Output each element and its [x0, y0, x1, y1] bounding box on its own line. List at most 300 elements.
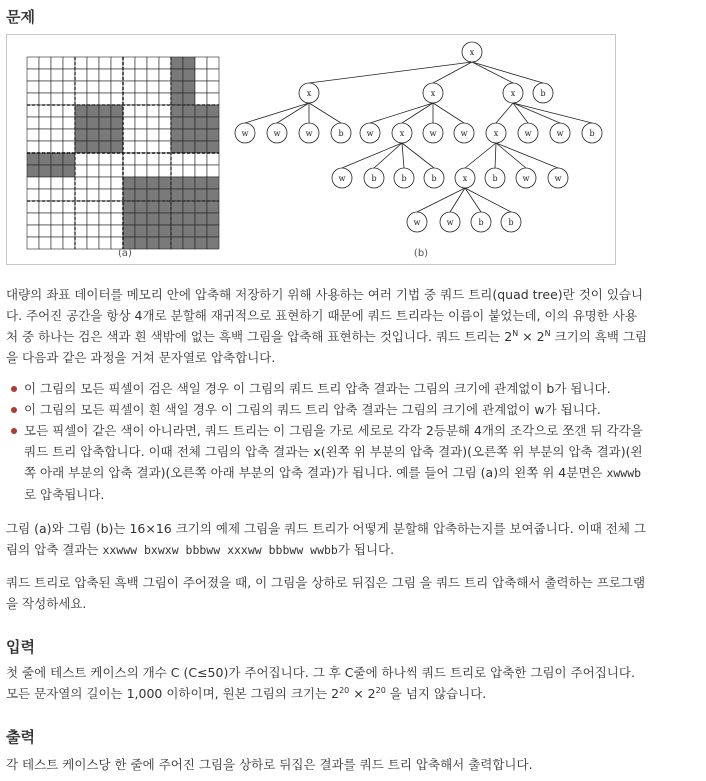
grid-cell	[195, 129, 207, 141]
grid-cell	[75, 93, 87, 105]
grid-cell	[159, 201, 171, 213]
grid-cell	[111, 129, 123, 141]
bullet-icon	[11, 407, 17, 413]
grid-cell	[87, 141, 99, 153]
grid-cell	[135, 141, 147, 153]
exponent: 20	[339, 685, 350, 695]
code-snippet: xwwwb	[606, 466, 642, 480]
grid-cell	[27, 69, 39, 81]
figure-svg	[7, 35, 615, 264]
grid-cell	[111, 93, 123, 105]
task-paragraph	[6, 572, 700, 614]
bullet-icon	[11, 428, 17, 434]
grid-cell	[99, 105, 111, 117]
tree-node-label: x	[469, 48, 475, 57]
grid-cell	[207, 57, 219, 69]
grid-cell	[183, 225, 195, 237]
grid-cell	[147, 165, 159, 177]
grid-cell	[87, 105, 99, 117]
grid-cell	[75, 165, 87, 177]
grid-cell	[87, 225, 99, 237]
grid-cell	[159, 69, 171, 81]
grid-cell	[195, 81, 207, 93]
grid-cell	[27, 213, 39, 225]
grid-cell	[111, 141, 123, 153]
grid-cell	[147, 189, 159, 201]
tree-node-label: x	[493, 129, 499, 138]
grid-cell	[63, 201, 75, 213]
grid-cell	[171, 225, 183, 237]
tree-node-label: x	[510, 89, 516, 98]
grid-cell	[39, 129, 51, 141]
grid-cell	[207, 237, 219, 249]
grid-cell	[207, 141, 219, 153]
grid-cell	[207, 105, 219, 117]
rule-item	[6, 378, 700, 399]
grid-cell	[135, 153, 147, 165]
grid-cell	[99, 177, 111, 189]
grid-cell	[147, 117, 159, 129]
grid-cell	[39, 93, 51, 105]
grid-cell	[207, 129, 219, 141]
tree-edge	[402, 143, 434, 168]
grid-cell	[195, 225, 207, 237]
grid-cell	[39, 225, 51, 237]
grid-cell	[183, 69, 195, 81]
grid-cell	[39, 105, 51, 117]
grid-cell	[183, 153, 195, 165]
grid-cell	[27, 117, 39, 129]
grid-cell	[183, 189, 195, 201]
task-line: 을 작성하세요.	[6, 596, 87, 611]
grid-cell	[135, 93, 147, 105]
tree-node-label: w	[556, 129, 564, 138]
grid-cell	[111, 177, 123, 189]
grid-cell	[75, 213, 87, 225]
grid-cell	[207, 117, 219, 129]
grid-cell	[207, 213, 219, 225]
grid-cell	[171, 177, 183, 189]
grid-cell	[87, 237, 99, 249]
grid-cell	[51, 225, 63, 237]
grid-cell	[87, 69, 99, 81]
grid-cell	[135, 225, 147, 237]
grid-cell	[207, 177, 219, 189]
grid-cell	[183, 81, 195, 93]
tree-edge	[496, 103, 513, 123]
grid-cell	[51, 57, 63, 69]
grid-cell	[171, 165, 183, 177]
tree-edge	[433, 103, 464, 123]
tree-node-label: w	[305, 129, 313, 138]
grid-cell	[75, 57, 87, 69]
grid-cell	[51, 93, 63, 105]
input-heading: 입력	[6, 638, 35, 656]
input-line	[6, 683, 700, 704]
tree-edge	[495, 143, 496, 168]
output-line: 각 테스트 케이스당 한 줄에 주어진 그림을 상하로 뒤집은 결과를 쿼드 트리 압축해서 출력합니다.	[6, 757, 533, 772]
grid-cell	[111, 81, 123, 93]
grid-cell	[99, 129, 111, 141]
grid-cell	[63, 153, 75, 165]
grid-cell	[39, 213, 51, 225]
grid-cell	[99, 237, 111, 249]
grid-cell	[63, 225, 75, 237]
tree-edge	[342, 143, 402, 168]
code-snippet: xxwww bxwxw bbbww xxxww bbbww wwbb	[102, 543, 338, 557]
grid-cell	[171, 237, 183, 249]
grid-cell	[75, 69, 87, 81]
grid-cell	[51, 81, 63, 93]
grid-cell	[63, 105, 75, 117]
grid-cell	[87, 117, 99, 129]
grid-cell	[87, 57, 99, 69]
grid-cell	[51, 117, 63, 129]
grid-cell	[63, 177, 75, 189]
output-paragraph	[6, 754, 700, 775]
grid-cell	[171, 201, 183, 213]
grid-cell	[87, 129, 99, 141]
grid-cell	[111, 213, 123, 225]
grid-cell	[75, 189, 87, 201]
grid-cell	[195, 141, 207, 153]
grid-cell	[195, 153, 207, 165]
input-paragraph	[6, 662, 700, 704]
grid-cell	[51, 153, 63, 165]
grid-cell	[51, 213, 63, 225]
grid-cell	[27, 189, 39, 201]
tree-edge	[465, 188, 511, 212]
grid-cell	[75, 201, 87, 213]
grid-cell	[75, 141, 87, 153]
tree-node-label: w	[413, 218, 421, 227]
tree-node-label: b	[508, 218, 514, 227]
grid-cell	[87, 165, 99, 177]
grid-cell	[183, 237, 195, 249]
tree-node-label: w	[460, 129, 468, 138]
intro-text: 처 중 하나는 검은 색과 흰 색밖에 없는 흑백 그림을 압축해 표현하는 것입니다. 쿼드 트리는 2	[6, 329, 513, 344]
grid-cell	[135, 237, 147, 249]
grid-cell	[123, 153, 135, 165]
tree-node-label: b	[431, 174, 437, 183]
grid-cell	[183, 93, 195, 105]
grid-cell	[63, 81, 75, 93]
grid-cell	[135, 69, 147, 81]
grid-cell	[147, 213, 159, 225]
exponent: N	[544, 328, 551, 338]
grid-cell	[159, 117, 171, 129]
grid-cell	[39, 153, 51, 165]
task-line: 쿼드 트리로 압축된 흑백 그림이 주어졌을 때, 이 그림을 상하로 뒤집은 그림 을 쿼드 트리 압축해서 출력하는 프로그램	[6, 575, 646, 590]
grid-cell	[123, 201, 135, 213]
grid-cell	[171, 189, 183, 201]
tree-edge	[370, 103, 433, 123]
grid-cell	[63, 117, 75, 129]
figure-explanation	[6, 518, 700, 561]
grid-cell	[51, 237, 63, 249]
grid-cell	[159, 165, 171, 177]
grid-cell	[195, 213, 207, 225]
tree-edge	[245, 103, 309, 123]
tree-node-label: b	[589, 129, 595, 138]
grid-cell	[99, 141, 111, 153]
grid-cell	[159, 141, 171, 153]
tree-node-label: b	[478, 218, 484, 227]
intro-line: 대량의 좌표 데이터를 메모리 안에 압축해 저장하기 위해 사용하는 여러 기법 중 쿼드 트리(quad tree)란 것이 있습니	[6, 287, 644, 302]
grid-cell	[159, 93, 171, 105]
grid-cell	[183, 57, 195, 69]
grid-cell	[135, 117, 147, 129]
grid-cell	[51, 69, 63, 81]
grid-cell	[99, 69, 111, 81]
grid-cell	[27, 165, 39, 177]
grid-cell	[51, 129, 63, 141]
grid-cell	[183, 141, 195, 153]
grid-cell	[123, 225, 135, 237]
grid-cell	[135, 177, 147, 189]
grid-cell	[99, 189, 111, 201]
grid-cell	[171, 213, 183, 225]
caption-a: (a)	[118, 248, 132, 259]
grid-cell	[99, 201, 111, 213]
grid-cell	[123, 93, 135, 105]
grid-cell	[123, 189, 135, 201]
grid-cell	[111, 201, 123, 213]
grid-cell	[147, 237, 159, 249]
grid-cell	[135, 165, 147, 177]
grid-cell	[39, 165, 51, 177]
grid-cell	[123, 105, 135, 117]
grid-cell	[75, 225, 87, 237]
tree-edge	[465, 143, 496, 168]
grid-cell	[99, 93, 111, 105]
grid-cell	[159, 153, 171, 165]
grid-cell	[123, 69, 135, 81]
grid-cell	[87, 201, 99, 213]
rule-item	[6, 420, 700, 505]
tree-node-label: x	[430, 89, 436, 98]
grid-cell	[183, 213, 195, 225]
grid-cell	[159, 81, 171, 93]
grid-cell	[63, 237, 75, 249]
grid-cell	[135, 201, 147, 213]
grid-cell	[75, 129, 87, 141]
grid-cell	[99, 165, 111, 177]
grid-cell	[75, 105, 87, 117]
grid-cell	[27, 141, 39, 153]
grid-cell	[63, 93, 75, 105]
rule-line: 모든 픽셀이 같은 색이 아니라면, 쿼드 트리는 이 그림을 가로 세로로 각각 2등분해 4개의 조각으로 쪼갠 뒤 각각을	[24, 423, 643, 438]
tree-edge	[496, 143, 558, 168]
rule-text: 이 그림의 모든 픽셀이 검은 색일 경우 이 그림의 쿼드 트리 압축 결과는 그림의 크기에 관계없이 b가 됩니다.	[24, 381, 611, 396]
grid-cell	[195, 93, 207, 105]
grid-cell	[27, 201, 39, 213]
grid-cell	[183, 129, 195, 141]
problem-heading: 문제	[6, 8, 35, 26]
grid-cell	[171, 69, 183, 81]
tree-edge	[465, 188, 481, 212]
quadtree-diagram	[235, 42, 602, 232]
grid-cell	[51, 141, 63, 153]
tree-node-label: w	[429, 129, 437, 138]
grid-cell	[51, 165, 63, 177]
intro-line: 다. 주어진 공간을 항상 4개로 분할해 재귀적으로 표현하기 때문에 쿼드 트리라는 이름이 붙었는데, 이의 유명한 사용	[6, 308, 637, 323]
grid-cell	[87, 177, 99, 189]
grid-cell	[111, 105, 123, 117]
grid-cell	[27, 129, 39, 141]
grid-cell	[27, 237, 39, 249]
rules-list	[6, 378, 700, 505]
tree-edge	[402, 103, 433, 123]
rule-item	[6, 399, 700, 420]
grid-cell	[159, 177, 171, 189]
tree-node-label: w	[338, 174, 346, 183]
rule-line: 로 압축됩니다.	[24, 487, 105, 502]
tree-edge	[309, 62, 472, 83]
grid-cell	[147, 141, 159, 153]
rule-line	[24, 462, 700, 484]
grid-cell	[27, 105, 39, 117]
grid-cell	[39, 189, 51, 201]
explanation-line	[6, 539, 700, 561]
grid-cell	[111, 225, 123, 237]
grid-cell	[171, 57, 183, 69]
grid-cell	[195, 57, 207, 69]
grid-cell	[195, 105, 207, 117]
grid-cell	[147, 225, 159, 237]
grid-cell	[207, 69, 219, 81]
input-text: 을 넘지 않습니다.	[385, 686, 487, 701]
grid-cell	[75, 177, 87, 189]
tree-node-label: b	[540, 89, 546, 98]
intro-line	[6, 326, 700, 347]
grid-cell	[39, 141, 51, 153]
grid-cell	[207, 201, 219, 213]
grid-cell	[51, 105, 63, 117]
tree-edge	[496, 143, 526, 168]
grid-cell	[75, 237, 87, 249]
explanation-line: 그림 (a)와 그림 (b)는 16×16 크기의 예제 그림을 쿼드 트리가 어떻게 분할해 압축하는지를 보여줍니다. 이때 전체 그	[6, 521, 647, 536]
grid-cell	[39, 177, 51, 189]
grid-cell	[207, 81, 219, 93]
grid-cell	[111, 165, 123, 177]
grid-cell	[195, 237, 207, 249]
input-text: × 2	[349, 686, 376, 701]
grid-cell	[147, 93, 159, 105]
grid-cell	[171, 141, 183, 153]
grid-cell	[63, 141, 75, 153]
grid-cell	[207, 189, 219, 201]
grid-cell	[183, 165, 195, 177]
grid-cell	[75, 153, 87, 165]
grid-cell	[147, 153, 159, 165]
grid-cell	[159, 129, 171, 141]
grid-cell	[159, 189, 171, 201]
grid-cell	[87, 189, 99, 201]
tree-node-label: x	[399, 129, 405, 138]
grid-cell	[195, 117, 207, 129]
tree-node-label: x	[462, 174, 468, 183]
grid-cell	[123, 117, 135, 129]
grid-cell	[135, 129, 147, 141]
grid-cell	[147, 177, 159, 189]
grid-cell	[63, 213, 75, 225]
grid-cell	[111, 69, 123, 81]
tree-edge	[374, 143, 402, 168]
grid-cell	[147, 81, 159, 93]
grid-cell	[159, 105, 171, 117]
grid-cell	[75, 117, 87, 129]
grid-cell	[147, 201, 159, 213]
grid-cell	[195, 201, 207, 213]
tree-node-label: w	[554, 174, 562, 183]
grid-cell	[159, 225, 171, 237]
grid-cell	[171, 153, 183, 165]
grid-cell	[195, 69, 207, 81]
grid-cell	[99, 225, 111, 237]
bullet-icon	[11, 386, 17, 392]
figure-panel	[6, 34, 616, 265]
grid-cell	[147, 69, 159, 81]
intro-line: 을 다음과 같은 과정을 거쳐 문자열로 압축합니다.	[6, 350, 276, 365]
grid-cell	[123, 129, 135, 141]
grid-cell	[147, 57, 159, 69]
tree-node-label: x	[306, 89, 312, 98]
grid-cell	[99, 213, 111, 225]
grid-cell	[183, 177, 195, 189]
grid-cell	[63, 189, 75, 201]
rule-line: 쿼드 트리 압축합니다. 이때 전체 그림의 압축 결과는 x(왼쪽 위 부분의 압축 결과)(오른쪽 위 부분의 압축 결과)(왼	[24, 444, 643, 459]
grid-cell	[195, 177, 207, 189]
tree-node-label: w	[522, 174, 530, 183]
grid-cell	[207, 225, 219, 237]
grid-cell	[123, 213, 135, 225]
grid-cell	[63, 165, 75, 177]
grid-cell	[87, 153, 99, 165]
grid-cell	[39, 117, 51, 129]
grid-cell	[135, 189, 147, 201]
grid-cell	[39, 69, 51, 81]
grid-cell	[39, 81, 51, 93]
output-heading: 출력	[6, 728, 35, 746]
exponent: 20	[375, 685, 386, 695]
grid-cell	[183, 201, 195, 213]
tree-node-label: w	[524, 129, 532, 138]
grid-cell	[207, 153, 219, 165]
grid-cell	[51, 177, 63, 189]
exponent: N	[512, 328, 519, 338]
grid-cell	[27, 93, 39, 105]
grid-cell	[147, 129, 159, 141]
grid-cell	[39, 57, 51, 69]
grid-cell	[207, 93, 219, 105]
grid-cell	[27, 81, 39, 93]
grid-cell	[99, 117, 111, 129]
grid-cell	[207, 165, 219, 177]
grid-cell	[159, 237, 171, 249]
grid-cell	[111, 117, 123, 129]
tree-edge	[433, 62, 472, 83]
grid-cell	[87, 93, 99, 105]
grid-cell	[111, 189, 123, 201]
intro-paragraph	[6, 284, 700, 368]
caption-b: (b)	[413, 248, 429, 259]
grid-cell	[159, 213, 171, 225]
grid-cell	[171, 105, 183, 117]
grid-cell	[99, 153, 111, 165]
grid-cell	[27, 225, 39, 237]
tree-node-label: b	[492, 174, 498, 183]
